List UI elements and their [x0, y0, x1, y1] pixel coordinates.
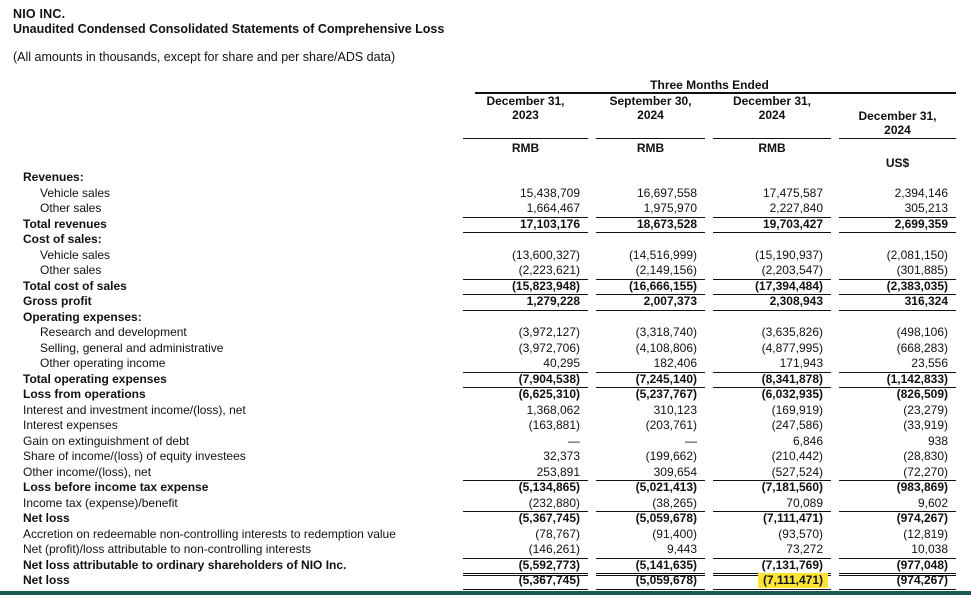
value-cell-dec31-2024-usd: (983,869) [896, 480, 948, 494]
value-cell-dec31-2024-usd: (2,081,150) [886, 247, 948, 262]
value-cell-dec31-2024-rmb: 19,703,427 [713, 217, 831, 234]
statement-title: Unaudited Condensed Consolidated Statements of Comprehensive Loss [13, 22, 445, 36]
value-cell-dec31-2024-rmb: (3,635,826) [761, 325, 823, 339]
value-cell-dec31-2024-rmb: (15,190,937) [754, 247, 823, 262]
value-cell-dec31-2023 [463, 170, 588, 186]
row-label: Gain on extinguishment of debt [23, 433, 190, 448]
row-label: Gross profit [23, 294, 92, 308]
value-cell-dec31-2024-usd: (2,383,035) [839, 279, 956, 296]
column-headers [463, 94, 956, 139]
value-cell-sep30-2024: (3,318,740) [635, 325, 697, 339]
value-cell-dec31-2024-rmb: (6,032,935) [761, 387, 823, 401]
value-cell-dec31-2024-usd: (301,885) [839, 263, 956, 280]
value-cell-dec31-2024-usd: 316,324 [839, 294, 956, 311]
table-row [23, 542, 956, 558]
bottom-accent-bar [0, 591, 971, 595]
table-row [23, 387, 956, 403]
value-cell-sep30-2024: 2,007,373 [596, 294, 705, 311]
column-header-dec31-2023: December 31, 2023 [463, 94, 588, 139]
value-cell-dec31-2023: — [568, 433, 580, 448]
value-cell-dec31-2024-rmb: 6,846 [792, 433, 823, 448]
value-cell-dec31-2024-rmb: (4,877,995) [761, 340, 823, 355]
table-row [23, 232, 956, 248]
column-header-sep30-2024: September 30, 2024 [596, 94, 705, 139]
row-label: Other income/(loss), net [23, 464, 152, 479]
value-cell-sep30-2024: (91,400) [652, 526, 697, 541]
value-cell-sep30-2024 [596, 310, 705, 326]
value-cell-dec31-2024-usd: 9,602 [839, 496, 956, 513]
row-label: Vehicle sales [40, 185, 111, 200]
value-cell-dec31-2024-usd: (33,919) [903, 418, 948, 432]
table-row [23, 263, 956, 279]
row-label: Loss before income tax expense [23, 480, 209, 494]
row-label: Other sales [40, 263, 102, 277]
value-cell-sep30-2024 [596, 232, 705, 248]
value-cell-dec31-2023: (3,972,127) [518, 325, 580, 339]
value-cell-dec31-2024-usd: 938 [927, 433, 948, 448]
row-label: Vehicle sales [40, 247, 111, 262]
table-row [23, 434, 956, 450]
value-cell-dec31-2024-usd: 2,699,359 [839, 217, 956, 234]
value-cell-sep30-2024: 16,697,558 [636, 185, 697, 200]
value-cell-dec31-2024-rmb: 73,272 [713, 542, 831, 559]
table-row [23, 480, 956, 496]
value-cell-sep30-2024: (16,666,155) [596, 279, 705, 296]
row-label: Net loss [23, 573, 70, 587]
value-cell-dec31-2023 [463, 310, 588, 326]
value-cell-sep30-2024: — [685, 433, 697, 448]
value-cell-dec31-2023: (6,625,310) [518, 387, 580, 401]
value-cell-dec31-2024-rmb: 171,943 [713, 356, 831, 373]
table-row [23, 511, 956, 527]
value-cell-dec31-2023: 1,279,228 [463, 294, 588, 311]
currency-label-col2: RMB [636, 141, 665, 155]
value-cell-sep30-2024: (5,021,413) [635, 480, 697, 494]
value-cell-sep30-2024: (5,141,635) [596, 558, 705, 577]
row-label: Cost of sales: [23, 232, 102, 246]
value-cell-dec31-2024-rmb: 70,089 [713, 496, 831, 513]
value-cell-sep30-2024: 1,975,970 [596, 201, 705, 218]
value-cell-dec31-2024-usd [839, 310, 956, 326]
row-label: Operating expenses: [23, 309, 142, 324]
row-label: Selling, general and administrative [40, 340, 224, 355]
table-row [23, 170, 956, 186]
value-cell-sep30-2024: (5,059,678) [635, 511, 697, 525]
currency-label-col3: RMB [758, 141, 786, 155]
table-row [23, 310, 956, 326]
value-cell-dec31-2024-usd: (974,267) [839, 573, 956, 590]
table-row [23, 325, 956, 341]
row-label: Interest and investment income/(loss), net [23, 402, 246, 417]
value-cell-dec31-2024-usd: (974,267) [896, 511, 948, 525]
table-row [23, 341, 956, 357]
value-cell-dec31-2023: (13,600,327) [511, 247, 580, 262]
value-cell-dec31-2024-usd: (826,509) [896, 387, 948, 401]
value-cell-dec31-2024-usd: (72,270) [839, 465, 956, 482]
value-cell-dec31-2024-usd: 2,394,146 [894, 185, 948, 200]
row-label: Loss from operations [23, 387, 146, 401]
row-label: Research and development [40, 325, 187, 339]
value-cell-dec31-2023: (15,823,948) [463, 279, 588, 296]
currency-label-col1: RMB [511, 141, 540, 155]
value-cell-sep30-2024: 182,406 [596, 356, 705, 373]
value-cell-sep30-2024: (7,245,140) [596, 372, 705, 389]
table-row [23, 294, 956, 310]
row-label: Total operating expenses [23, 371, 167, 386]
value-cell-dec31-2024-rmb: (247,586) [771, 418, 823, 432]
row-label: Net loss attributable to ordinary shareholders of NIO Inc. [23, 557, 347, 572]
value-cell-sep30-2024 [596, 170, 705, 186]
value-cell-sep30-2024: 9,443 [596, 542, 705, 559]
value-cell-dec31-2024-usd: 23,556 [839, 356, 956, 373]
table-row [23, 186, 956, 202]
row-label: Share of income/(loss) of equity investees [23, 449, 246, 463]
value-cell-dec31-2023: (2,223,621) [463, 263, 588, 280]
table-row [23, 418, 956, 434]
row-label: Net loss [23, 511, 70, 525]
value-cell-dec31-2023: (78,767) [535, 526, 580, 541]
value-cell-dec31-2024-usd [839, 232, 956, 248]
value-cell-dec31-2023: 32,373 [543, 449, 580, 463]
table-row [23, 496, 956, 512]
value-cell-dec31-2024-rmb: 2,227,840 [713, 201, 831, 218]
value-cell-dec31-2024-usd: (498,106) [896, 325, 948, 339]
value-cell-dec31-2024-rmb [713, 573, 831, 590]
value-cell-dec31-2024-usd: (28,830) [903, 449, 948, 463]
value-cell-dec31-2024-usd: (12,819) [903, 526, 948, 541]
row-label: Income tax (expense)/benefit [23, 495, 178, 510]
value-cell-dec31-2023: 17,103,176 [463, 217, 588, 234]
value-cell-sep30-2024: (203,761) [645, 418, 697, 432]
value-cell-dec31-2024-usd: (668,283) [896, 340, 948, 355]
value-cell-dec31-2023: 40,295 [463, 356, 588, 373]
value-cell-dec31-2023: (5,134,865) [518, 480, 580, 494]
row-label: Other sales [40, 201, 102, 215]
value-cell-dec31-2023: (5,367,745) [463, 573, 588, 590]
table-row [23, 279, 956, 295]
value-cell-dec31-2024-usd: (977,048) [839, 558, 956, 577]
value-cell-dec31-2024-rmb: (7,131,769) [713, 558, 831, 577]
company-name: NIO INC. [13, 7, 66, 21]
value-cell-sep30-2024: 309,654 [596, 465, 705, 482]
table-row [23, 217, 956, 233]
value-cell-dec31-2024-rmb: (17,394,484) [713, 279, 831, 296]
value-cell-dec31-2024-rmb: (93,570) [778, 526, 823, 541]
value-cell-dec31-2024-usd: 10,038 [839, 542, 956, 559]
value-cell-dec31-2023: (7,904,538) [463, 372, 588, 389]
value-cell-dec31-2024-rmb: (527,524) [713, 465, 831, 482]
value-cell-dec31-2024-rmb: (2,203,547) [713, 263, 831, 280]
row-label: Revenues: [23, 170, 84, 184]
table-row [23, 372, 956, 388]
table-row [23, 201, 956, 217]
value-cell-dec31-2024-usd: (1,142,833) [839, 372, 956, 389]
value-cell-dec31-2023 [463, 232, 588, 248]
value-cell-dec31-2023: (163,881) [528, 418, 580, 432]
value-cell-dec31-2024-rmb: 2,308,943 [713, 294, 831, 311]
value-cell-dec31-2024-rmb: 17,475,587 [762, 185, 823, 200]
table-row [23, 465, 956, 481]
value-cell-dec31-2023: 1,664,467 [463, 201, 588, 218]
highlighted-value: (7,111,471) [758, 573, 828, 588]
row-label: Accretion on redeemable non-controlling interests to redemption value [23, 526, 396, 541]
value-cell-dec31-2024-rmb: (210,442) [771, 449, 823, 463]
value-cell-sep30-2024: 18,673,528 [596, 217, 705, 234]
table-row [23, 356, 956, 372]
currency-label-col4: US$ [885, 156, 910, 170]
value-cell-dec31-2023: (146,261) [463, 542, 588, 559]
value-cell-dec31-2023: (3,972,706) [518, 340, 580, 355]
value-cell-sep30-2024: (5,237,767) [635, 387, 697, 401]
currency-row [463, 141, 956, 171]
value-cell-sep30-2024: (38,265) [596, 496, 705, 513]
row-label: Total cost of sales [23, 278, 127, 293]
table-row [23, 449, 956, 465]
value-cell-dec31-2024-rmb: (169,919) [771, 402, 823, 417]
statement-subtitle: (All amounts in thousands, except for share and per share/ADS data) [13, 50, 396, 64]
value-cell-dec31-2024-rmb [713, 310, 831, 326]
row-label: Total revenues [23, 216, 107, 231]
period-header: Three Months Ended [650, 78, 769, 92]
value-cell-dec31-2023: 15,438,709 [519, 185, 580, 200]
value-cell-sep30-2024: 310,123 [653, 402, 697, 417]
column-header-dec31-2024-rmb: December 31, 2024 [713, 94, 831, 139]
value-cell-dec31-2024-rmb: (7,181,560) [761, 480, 823, 494]
row-label: Net (profit)/loss attributable to non-controlling interests [23, 542, 312, 556]
table-row [23, 573, 956, 589]
value-cell-dec31-2024-usd: (23,279) [903, 402, 948, 417]
value-cell-sep30-2024: (14,516,999) [628, 247, 697, 262]
table-row [23, 403, 956, 419]
row-label: Interest expenses [23, 418, 118, 432]
value-cell-dec31-2024-rmb: (8,341,878) [713, 372, 831, 389]
value-cell-dec31-2023: (5,367,745) [518, 511, 580, 525]
value-cell-sep30-2024: (4,108,806) [635, 340, 697, 355]
row-label: Other operating income [40, 356, 166, 370]
value-cell-dec31-2023: (232,880) [463, 496, 588, 513]
value-cell-sep30-2024: (5,059,678) [596, 573, 705, 590]
value-cell-dec31-2024-rmb [713, 170, 831, 186]
value-cell-sep30-2024: (199,662) [645, 449, 697, 463]
value-cell-dec31-2024-usd [839, 170, 956, 186]
value-cell-dec31-2024-rmb [713, 232, 831, 248]
value-cell-dec31-2024-rmb: (7,111,471) [762, 511, 823, 525]
value-cell-dec31-2023: 253,891 [463, 465, 588, 482]
statement-rows [23, 170, 956, 589]
value-cell-sep30-2024: (2,149,156) [596, 263, 705, 280]
value-cell-dec31-2023: (5,592,773) [463, 558, 588, 577]
value-cell-dec31-2024-usd: 305,213 [839, 201, 956, 218]
value-cell-dec31-2023: 1,368,062 [526, 402, 580, 417]
table-row [23, 558, 956, 574]
table-row [23, 248, 956, 264]
column-header-dec31-2024-usd: December 31, 2024 [839, 94, 956, 139]
table-row [23, 527, 956, 543]
